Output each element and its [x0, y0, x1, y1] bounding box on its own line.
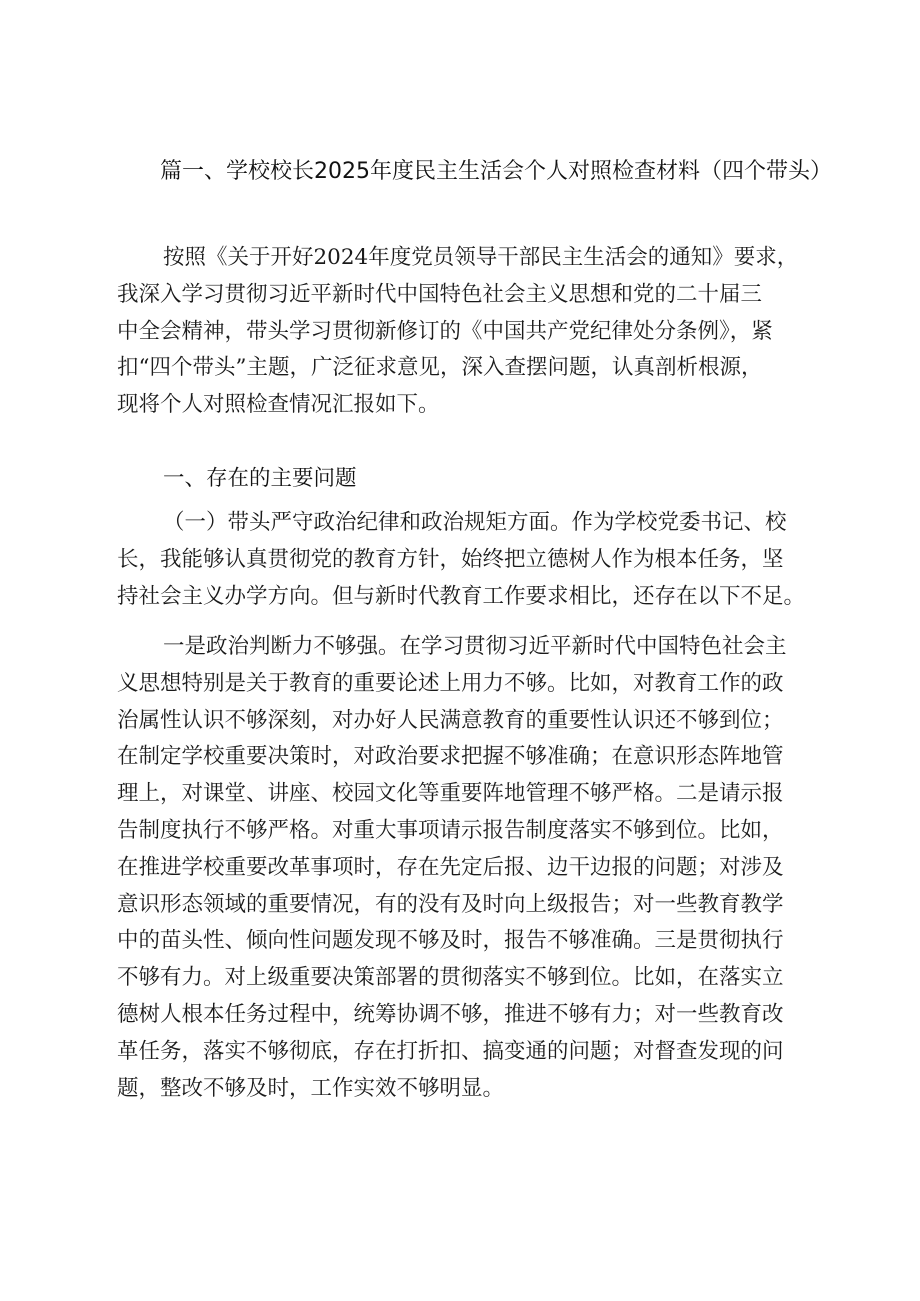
- section-heading: 一、存在的主要问题: [163, 466, 357, 491]
- text-line: 题，整改不够及时，工作实效不够明显。: [117, 1075, 505, 1101]
- text-line: （一）带头严守政治纪律和政治规矩方面。作为学校党委书记、校: [163, 510, 787, 535]
- text-line: 告制度执行不够严格。对重大事项请示报告制度落实不够到位。比如，: [117, 817, 784, 843]
- text-line: 按照《关于开好2024年度党员领导干部民主生活会的通知》要求，: [163, 245, 799, 270]
- text-line: 治属性认识不够深刻，对办好人民满意教育的重要性认识还不够到位；: [117, 707, 784, 733]
- text-line: 现将个人对照检查情况汇报如下。: [117, 392, 440, 418]
- text-line: 在推进学校重要改革事项时，存在先定后报、边干边报的问题；对涉及: [117, 854, 784, 880]
- text-line: 我深入学习贯彻习近平新时代中国特色社会主义思想和党的二十届三: [117, 281, 763, 307]
- text-line: 义思想特别是关于教育的重要论述上用力不够。比如，对教育工作的政: [117, 670, 784, 696]
- text-line: 理上，对课堂、讲座、校园文化等重要阵地管理不够严格。二是请示报: [117, 781, 784, 807]
- document-title: 篇一、学校校长2025年度民主生活会个人对照检查材料（四个带头）: [160, 159, 832, 184]
- text-line: 革任务，落实不够彻底，存在打折扣、搞变通的问题；对督查发现的问: [117, 1038, 784, 1064]
- text-line: 扣“四个带头”主题，广泛征求意见，深入查摆问题，认真剖析根源，: [117, 355, 763, 381]
- text-line: 长，我能够认真贯彻党的教育方针，始终把立德树人作为根本任务，坚: [117, 546, 784, 572]
- text-line: 持社会主义办学方向。但与新时代教育工作要求相比，还存在以下不足。: [117, 583, 806, 609]
- text-line: 中的苗头性、倾向性问题发现不够及时，报告不够准确。三是贯彻执行: [117, 928, 784, 954]
- subsection-paragraph: [117, 505, 835, 615]
- intro-paragraph: [117, 240, 835, 424]
- problems-paragraph: [117, 629, 835, 1107]
- text-line: 中全会精神，带头学习贯彻新修订的《中国共产党纪律处分条例》，紧: [117, 318, 773, 344]
- text-line: 在制定学校重要决策时，对政治要求把握不够准确；在意识形态阵地管: [117, 744, 784, 770]
- text-line: 意识形态领域的重要情况，有的没有及时向上级报告；对一些教育教学: [117, 891, 784, 917]
- text-line: 不够有力。对上级重要决策部署的贯彻落实不够到位。比如，在落实立: [117, 965, 784, 991]
- text-line: 德树人根本任务过程中，统筹协调不够，推进不够有力；对一些教育改: [117, 1001, 784, 1027]
- text-line: 一是政治判断力不够强。在学习贯彻习近平新时代中国特色社会主: [163, 634, 787, 659]
